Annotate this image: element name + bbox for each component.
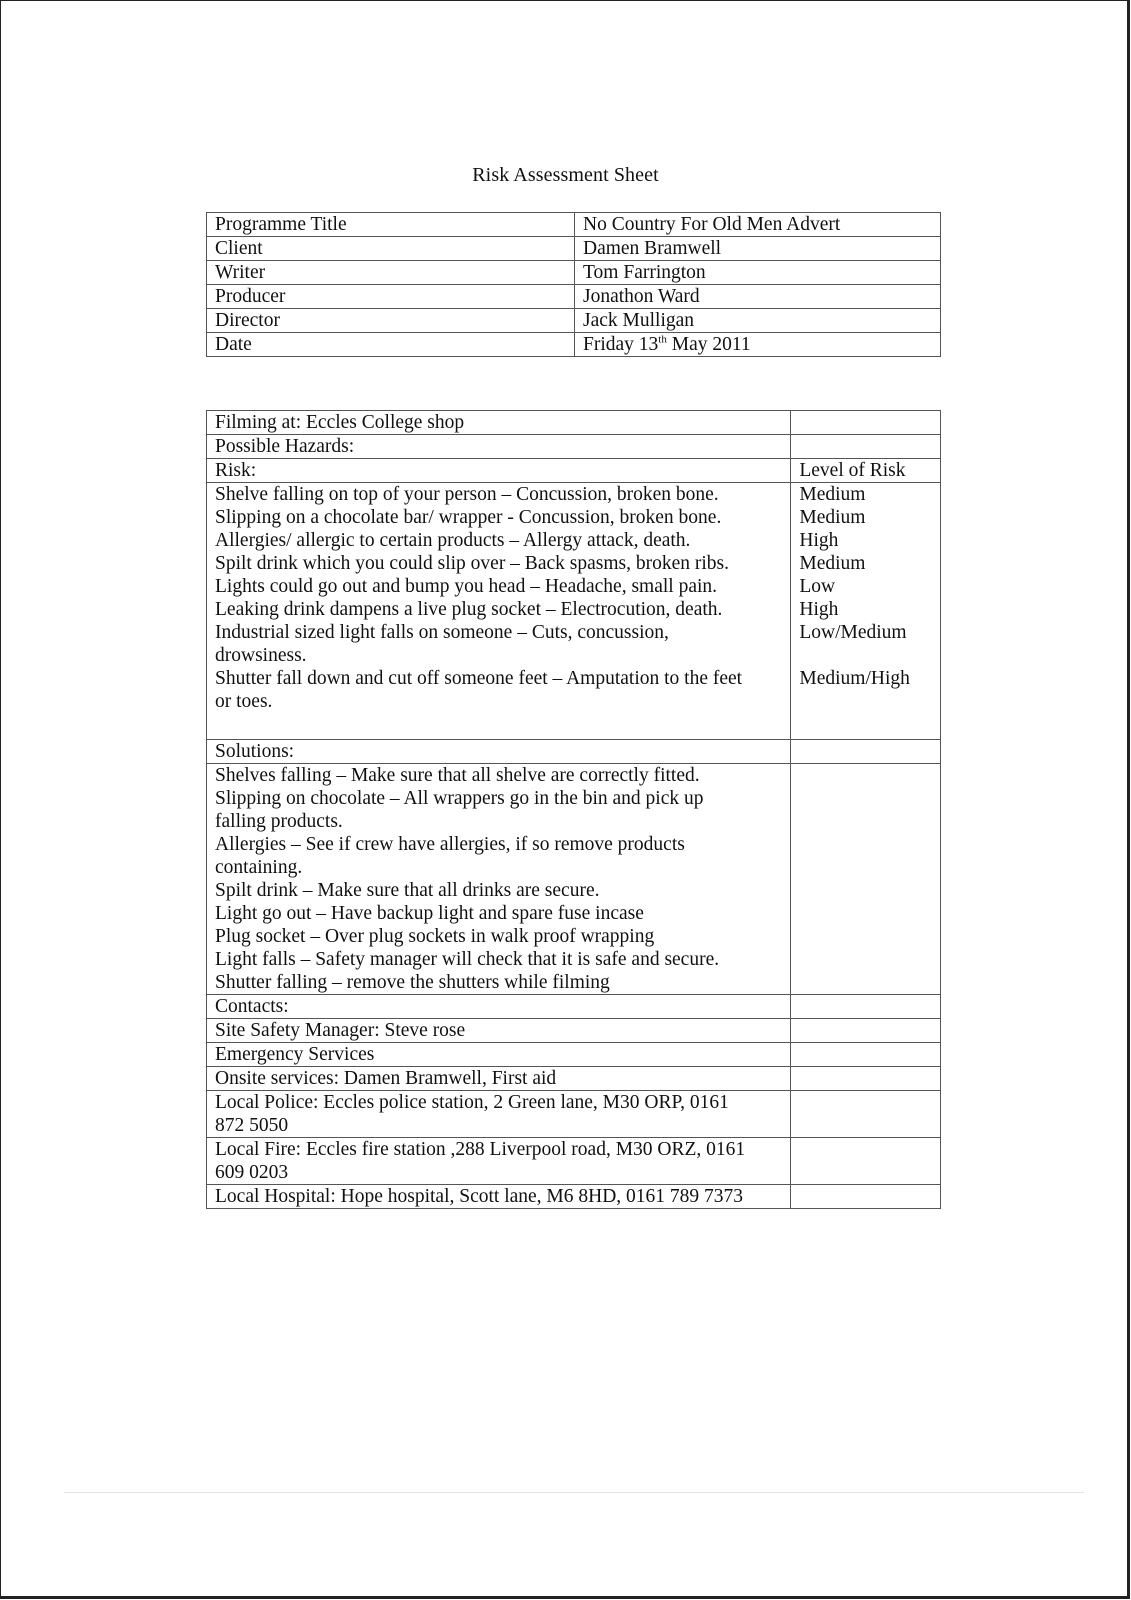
writer-label: Writer: [207, 261, 575, 285]
possible-hazards-cell: Possible Hazards:: [207, 435, 791, 459]
hazard-line-continued: or toes.: [215, 691, 273, 712]
hazard-line: Leaking drink dampens a live plug socket – Electrocution, death.: [215, 599, 723, 620]
risk-levels-cell: [791, 483, 941, 740]
solution-line: Plug socket – Over plug sockets in walk proof wrapping: [215, 926, 655, 947]
contact-line: Local Police: Eccles police station, 2 Green lane, M30 ORP, 0161: [215, 1092, 729, 1113]
table-row: [207, 333, 941, 357]
contact-local-hospital: Local Hospital: Hope hospital, Scott lane, M6 8HD, 0161 789 7373: [207, 1185, 791, 1209]
table-row: [207, 764, 941, 995]
table-row: [207, 1019, 941, 1043]
solution-line: falling products.: [215, 811, 343, 832]
table-row: [207, 1043, 941, 1067]
hazard-line: Spilt drink which you could slip over – Back spasms, broken ribs.: [215, 553, 729, 574]
risk-header-cell: Risk:: [207, 459, 791, 483]
empty-cell: [791, 764, 941, 995]
table-row: [207, 213, 941, 237]
hazard-line: Lights could go out and bump you head – Headache, small pain.: [215, 576, 718, 597]
table-row: [207, 309, 941, 333]
solution-line: Spilt drink – Make sure that all drinks are secure.: [215, 880, 600, 901]
risk-level: High: [799, 530, 839, 551]
solution-line: Light go out – Have backup light and spare fuse incase: [215, 903, 644, 924]
hazard-line: Shutter fall down and cut off someone feet – Amputation to the feet: [215, 668, 743, 689]
empty-cell: [791, 740, 941, 764]
table-row: [207, 261, 941, 285]
table-row: [207, 459, 941, 483]
director-label: Director: [207, 309, 575, 333]
document-title: Risk Assessment Sheet: [472, 164, 659, 186]
solution-line: Light falls – Safety manager will check that it is safe and secure.: [215, 949, 720, 970]
empty-cell: [791, 1019, 941, 1043]
table-row: [207, 435, 941, 459]
table-row: [207, 740, 941, 764]
programme-info-table: [206, 212, 941, 357]
table-row: [207, 483, 941, 740]
table-row: [207, 237, 941, 261]
filming-location-cell: Filming at: Eccles College shop: [207, 411, 791, 435]
risk-level: High: [799, 599, 839, 620]
date-value-suffix: May 2011: [666, 334, 751, 355]
table-row: [207, 411, 941, 435]
hazard-line: Slipping on a chocolate bar/ wrapper - Concussion, broken bone.: [215, 507, 722, 528]
solutions-list-cell: [207, 764, 791, 995]
empty-cell: [791, 1043, 941, 1067]
contact-onsite-services: Onsite services: Damen Bramwell, First aid: [207, 1067, 791, 1091]
producer-value: Jonathon Ward: [575, 285, 941, 309]
spacer: [799, 644, 932, 667]
empty-cell: [791, 411, 941, 435]
contact-local-fire: [207, 1138, 791, 1185]
empty-cell: [791, 1091, 941, 1138]
empty-cell: [791, 995, 941, 1019]
level-of-risk-header-cell: Level of Risk: [791, 459, 941, 483]
risk-level: Medium/High: [799, 668, 910, 689]
table-row: [207, 1138, 941, 1185]
solution-line: Shutter falling – remove the shutters while filming: [215, 972, 610, 993]
solution-line: Allergies – See if crew have allergies, if so remove products: [215, 834, 685, 855]
table-row: [207, 995, 941, 1019]
table-row: [207, 1185, 941, 1209]
risk-level: Medium: [799, 553, 866, 574]
client-value: Damen Bramwell: [575, 237, 941, 261]
spacer: [215, 713, 782, 739]
producer-label: Producer: [207, 285, 575, 309]
hazard-line: Shelve falling on top of your person – Concussion, broken bone.: [215, 484, 719, 505]
contact-site-safety-manager: Site Safety Manager: Steve rose: [207, 1019, 791, 1043]
risk-level: Low: [799, 576, 836, 597]
writer-value: Tom Farrington: [575, 261, 941, 285]
contact-emergency-services: Emergency Services: [207, 1043, 791, 1067]
date-value-prefix: Friday 13: [583, 334, 659, 355]
hazard-line-continued: drowsiness.: [215, 645, 307, 666]
table-row: [207, 1067, 941, 1091]
risk-level: Medium: [799, 507, 866, 528]
client-label: Client: [207, 237, 575, 261]
programme-title-label: Programme Title: [207, 213, 575, 237]
director-value: Jack Mulligan: [575, 309, 941, 333]
risk-level: Low/Medium: [799, 622, 907, 643]
solution-line: Slipping on chocolate – All wrappers go in the bin and pick up: [215, 788, 704, 809]
empty-cell: [791, 1138, 941, 1185]
table-row: [207, 285, 941, 309]
contacts-header-cell: Contacts:: [207, 995, 791, 1019]
empty-cell: [791, 435, 941, 459]
solution-line: containing.: [215, 857, 303, 878]
table-row: [207, 1091, 941, 1138]
footer-divider: [64, 1492, 1084, 1493]
programme-title-value: No Country For Old Men Advert: [575, 213, 941, 237]
solution-line: Shelves falling – Make sure that all shelve are correctly fitted.: [215, 765, 700, 786]
contact-line-continued: 609 0203: [215, 1162, 289, 1183]
date-value-suffix-ordinal: th: [658, 333, 667, 346]
empty-cell: [791, 1185, 941, 1209]
contact-local-police: [207, 1091, 791, 1138]
risk-assessment-table: [206, 410, 941, 1209]
contact-line-continued: 872 5050: [215, 1115, 289, 1136]
date-value: [575, 333, 941, 357]
hazard-line: Industrial sized light falls on someone – Cuts, concussion,: [215, 622, 669, 643]
empty-cell: [791, 1067, 941, 1091]
hazards-list-cell: [207, 483, 791, 740]
hazard-line: Allergies/ allergic to certain products – Allergy attack, death.: [215, 530, 691, 551]
contact-line: Local Fire: Eccles fire station ,288 Liverpool road, M30 ORZ, 0161: [215, 1139, 746, 1160]
date-label: Date: [207, 333, 575, 357]
risk-level: Medium: [799, 484, 866, 505]
solutions-header-cell: Solutions:: [207, 740, 791, 764]
